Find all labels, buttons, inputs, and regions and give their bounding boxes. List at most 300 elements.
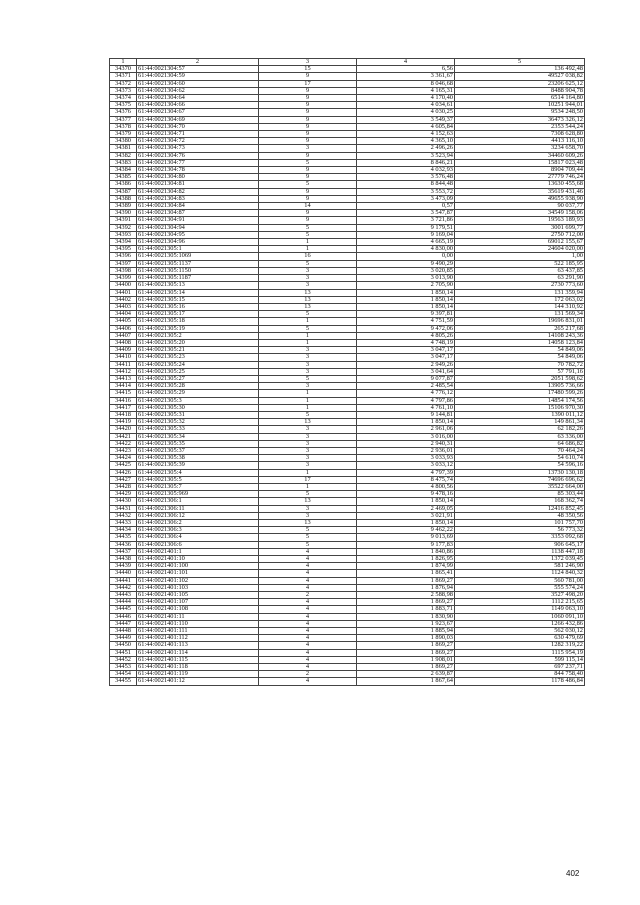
table-cell: 5 <box>259 260 357 267</box>
table-cell: 1372 039,45 <box>455 556 585 563</box>
table-cell: 35619 431,46 <box>455 188 585 195</box>
table-cell: 4 830,00 <box>357 246 455 253</box>
table-cell: 61:44:0021304:62 <box>137 87 259 94</box>
table-row <box>110 592 585 599</box>
table-cell: 34433 <box>110 520 137 527</box>
table-cell: 34404 <box>110 311 137 318</box>
table-cell: 34447 <box>110 620 137 627</box>
table-cell: 61:44:0021305:29 <box>137 390 259 397</box>
table-cell: 4 <box>259 628 357 635</box>
table-cell: 3 <box>259 426 357 433</box>
table-cell: 34393 <box>110 231 137 238</box>
table-cell: 13 <box>259 419 357 426</box>
table-cell: 17480 599,26 <box>455 390 585 397</box>
table-cell: 3 523,94 <box>357 152 455 159</box>
table-cell: 1 869,27 <box>357 577 455 584</box>
table-cell: 4 165,31 <box>357 87 455 94</box>
table-cell: 34396 <box>110 253 137 260</box>
table-cell: 61:44:0021305:7 <box>137 483 259 490</box>
table-cell: 9 144,81 <box>357 411 455 418</box>
table-header-row <box>110 59 585 66</box>
table-cell: 4 605,84 <box>357 123 455 130</box>
table-row <box>110 390 585 397</box>
table-cell: 34399 <box>110 275 137 282</box>
table-row <box>110 678 585 685</box>
table-cell: 101 757,70 <box>455 520 585 527</box>
table-cell: 61:44:0021401:100 <box>137 563 259 570</box>
table-cell: 9 077,87 <box>357 375 455 382</box>
table-cell: 1138 447,18 <box>455 548 585 555</box>
table-cell: 13 <box>259 296 357 303</box>
table-cell: 3 033,93 <box>357 455 455 462</box>
table-cell: 61:44:0021305:34 <box>137 433 259 440</box>
table-row <box>110 548 585 555</box>
table-cell: 2051 598,62 <box>455 375 585 382</box>
table-cell: 34398 <box>110 267 137 274</box>
table-cell: 61:44:0021305:24 <box>137 361 259 368</box>
table-cell: 9 <box>259 102 357 109</box>
table-cell: 34385 <box>110 174 137 181</box>
table-cell: 9 490,29 <box>357 260 455 267</box>
table-cell: 64 686,82 <box>455 440 585 447</box>
table-cell: 13 <box>259 498 357 505</box>
table-cell: 4 797,86 <box>357 397 455 404</box>
page-number: 402 <box>566 869 580 878</box>
table-cell: 61:44:0021401:113 <box>137 642 259 649</box>
table-cell: 1 850,14 <box>357 303 455 310</box>
table-cell: 5 <box>259 541 357 548</box>
table-cell: 54 610,74 <box>455 455 585 462</box>
table-cell: 1 850,14 <box>357 498 455 505</box>
table-cell: 61:44:0021401:114 <box>137 649 259 656</box>
table-cell: 3 721,86 <box>357 217 455 224</box>
table-cell: 61:44:0021304:77 <box>137 159 259 166</box>
column-header: 5 <box>455 59 585 66</box>
table-cell: 2730 773,60 <box>455 282 585 289</box>
table-cell: 9 462,22 <box>357 527 455 534</box>
table-cell: 61:44:0021305:969 <box>137 491 259 498</box>
table-row <box>110 210 585 217</box>
table-row <box>110 671 585 678</box>
table-cell: 6514 164,80 <box>455 95 585 102</box>
table-row <box>110 145 585 152</box>
table-row <box>110 534 585 541</box>
table-cell: 2 639,87 <box>357 671 455 678</box>
table-cell: 61:44:0021304:73 <box>137 145 259 152</box>
table-row <box>110 656 585 663</box>
table-cell: 57 791,16 <box>455 368 585 375</box>
table-cell: 9 397,81 <box>357 311 455 318</box>
table-row <box>110 505 585 512</box>
table-cell: 61:44:0021304:80 <box>137 174 259 181</box>
table-row <box>110 217 585 224</box>
table-cell: 49527 038,82 <box>455 73 585 80</box>
table-row <box>110 563 585 570</box>
table-cell: 61:44:0021305:20 <box>137 339 259 346</box>
table-cell: 61:44:0021305:30 <box>137 404 259 411</box>
table-row <box>110 275 585 282</box>
table-row <box>110 188 585 195</box>
table-cell: 5 <box>259 527 357 534</box>
table-cell: 13 <box>259 520 357 527</box>
table-cell: 34446 <box>110 613 137 620</box>
table-cell: 61:44:0021401:119 <box>137 671 259 678</box>
table-cell: 61:44:0021401:103 <box>137 584 259 591</box>
table-row <box>110 642 585 649</box>
table-cell: 136 492,48 <box>455 66 585 73</box>
table-cell: 3 <box>259 512 357 519</box>
table-cell: 61:44:0021305:1 <box>137 246 259 253</box>
table-cell: 4 170,40 <box>357 95 455 102</box>
table-cell: 34443 <box>110 592 137 599</box>
table-cell: 4 034,61 <box>357 102 455 109</box>
table-cell: 1 <box>259 246 357 253</box>
table-row <box>110 440 585 447</box>
table-cell: 1 <box>259 390 357 397</box>
table-cell: 3 <box>259 267 357 274</box>
table-row <box>110 664 585 671</box>
table-cell: 34381 <box>110 145 137 152</box>
table-cell: 1282 319,22 <box>455 642 585 649</box>
table-cell: 9 <box>259 87 357 94</box>
table-row <box>110 138 585 145</box>
table-cell: 34452 <box>110 656 137 663</box>
table-cell: 34453 <box>110 664 137 671</box>
table-cell: 9 <box>259 138 357 145</box>
table-cell: 61:44:0021401:102 <box>137 577 259 584</box>
table-row <box>110 318 585 325</box>
table-cell: 61:44:0021401:107 <box>137 599 259 606</box>
table-cell: 48 350,56 <box>455 512 585 519</box>
table-row <box>110 152 585 159</box>
table-row <box>110 253 585 260</box>
table-cell: 3 020,85 <box>357 267 455 274</box>
table-cell: 1149 063,10 <box>455 606 585 613</box>
table-cell: 13630 455,68 <box>455 181 585 188</box>
table-cell: 54 849,06 <box>455 354 585 361</box>
table-cell: 63 336,00 <box>455 433 585 440</box>
table-cell: 2353 544,24 <box>455 123 585 130</box>
table-cell: 34392 <box>110 224 137 231</box>
table-cell: 69012 155,67 <box>455 239 585 246</box>
table-cell: 61:44:0021304:96 <box>137 239 259 246</box>
table-row <box>110 339 585 346</box>
table-cell: 13730 130,18 <box>455 469 585 476</box>
table-cell: 2 469,05 <box>357 505 455 512</box>
table-cell: 131 359,94 <box>455 289 585 296</box>
table-cell: 9 <box>259 73 357 80</box>
table-cell: 1 850,14 <box>357 296 455 303</box>
table-cell: 4 <box>259 678 357 685</box>
table-cell: 34438 <box>110 556 137 563</box>
table-cell: 34460 609,26 <box>455 152 585 159</box>
table-cell: 1115 954,19 <box>455 649 585 656</box>
table-cell: 61:44:0021304:66 <box>137 102 259 109</box>
table-cell: 61:44:0021305:21 <box>137 347 259 354</box>
table-cell: 4 <box>259 577 357 584</box>
table-cell: 34423 <box>110 447 137 454</box>
table-cell: 3 047,17 <box>357 354 455 361</box>
table-row <box>110 433 585 440</box>
table-cell: 1 <box>259 397 357 404</box>
table-cell: 9 <box>259 210 357 217</box>
table-cell: 34430 <box>110 498 137 505</box>
table-cell: 9 <box>259 195 357 202</box>
table-cell: 3 <box>259 282 357 289</box>
table-cell: 61:44:0021304:70 <box>137 123 259 130</box>
table-cell: 61:44:0021304:87 <box>137 210 259 217</box>
table-cell: 1112 215,65 <box>455 599 585 606</box>
table-cell: 7308 628,80 <box>455 131 585 138</box>
table-row <box>110 476 585 483</box>
table-cell: 61:44:0021306:3 <box>137 527 259 534</box>
table-cell: 61:44:0021305:23 <box>137 354 259 361</box>
table-cell: 34420 <box>110 426 137 433</box>
table-cell: 1 883,71 <box>357 606 455 613</box>
table-cell: 61:44:0021305:1187 <box>137 275 259 282</box>
table-cell: 4 748,19 <box>357 339 455 346</box>
table-cell: 13 <box>259 289 357 296</box>
table-cell: 3 013,90 <box>357 275 455 282</box>
table-cell: 61:44:0021401:1 <box>137 548 259 555</box>
table-cell: 2 940,31 <box>357 440 455 447</box>
table-cell: 2750 712,00 <box>455 231 585 238</box>
table-cell: 0,57 <box>357 203 455 210</box>
table-row <box>110 368 585 375</box>
table-cell: 5 <box>259 491 357 498</box>
table-cell: 562 030,12 <box>455 628 585 635</box>
table-cell: 3 361,67 <box>357 73 455 80</box>
table-cell: 9 <box>259 109 357 116</box>
table-cell: 34410 <box>110 354 137 361</box>
table-cell: 34444 <box>110 599 137 606</box>
table-cell: 1 <box>259 332 357 339</box>
table-cell: 34371 <box>110 73 137 80</box>
table-cell: 2 <box>259 592 357 599</box>
table-cell: 630 479,69 <box>455 635 585 642</box>
table-cell: 3234 658,70 <box>455 145 585 152</box>
table-cell: 62 182,26 <box>455 426 585 433</box>
table-cell: 61:44:0021305:14 <box>137 289 259 296</box>
table-row <box>110 556 585 563</box>
table-cell: 61:44:0021304:69 <box>137 116 259 123</box>
table-cell: 4 <box>259 664 357 671</box>
table-cell: 34384 <box>110 167 137 174</box>
table-row <box>110 282 585 289</box>
table-cell: 34432 <box>110 512 137 519</box>
table-cell: 3 <box>259 440 357 447</box>
table-cell: 4 <box>259 599 357 606</box>
table-cell: 61:44:0021305:35 <box>137 440 259 447</box>
table-cell: 265 217,68 <box>455 325 585 332</box>
table-cell: 8 046,68 <box>357 80 455 87</box>
table-cell: 1 867,64 <box>357 678 455 685</box>
table-row <box>110 649 585 656</box>
table-row <box>110 635 585 642</box>
table-cell: 5 <box>259 224 357 231</box>
table-cell: 9534 248,50 <box>455 109 585 116</box>
table-cell: 85 303,44 <box>455 491 585 498</box>
table-cell: 4 <box>259 649 357 656</box>
table-cell: 61:44:0021401:12 <box>137 678 259 685</box>
table-cell: 1 826,95 <box>357 556 455 563</box>
table-cell: 36473 326,12 <box>455 116 585 123</box>
table-row <box>110 577 585 584</box>
table-cell: 8 846,21 <box>357 159 455 166</box>
table-cell: 8 475,74 <box>357 476 455 483</box>
table-row <box>110 512 585 519</box>
table-cell: 34405 <box>110 318 137 325</box>
table-cell: 34408 <box>110 339 137 346</box>
table-cell: 3 <box>259 455 357 462</box>
table-cell: 61:44:0021305:38 <box>137 455 259 462</box>
table-cell: 3 041,64 <box>357 368 455 375</box>
table-cell: 34402 <box>110 296 137 303</box>
table-cell: 34377 <box>110 116 137 123</box>
table-cell: 9 <box>259 152 357 159</box>
table-cell: 49655 938,90 <box>455 195 585 202</box>
table-cell: 70 782,72 <box>455 361 585 368</box>
table-cell: 9 179,51 <box>357 224 455 231</box>
table-cell: 4 <box>259 656 357 663</box>
table-row <box>110 426 585 433</box>
table-cell: 34373 <box>110 87 137 94</box>
table-cell: 14 <box>259 203 357 210</box>
table-cell: 9 013,69 <box>357 534 455 541</box>
table-row <box>110 102 585 109</box>
table-row <box>110 325 585 332</box>
table-cell: 906 645,17 <box>455 541 585 548</box>
table-row <box>110 66 585 73</box>
table-cell: 61:44:0021304:84 <box>137 203 259 210</box>
table-cell: 61:44:0021401:115 <box>137 656 259 663</box>
table-cell: 5 <box>259 231 357 238</box>
table-row <box>110 203 585 210</box>
table-row <box>110 296 585 303</box>
table-cell: 34370 <box>110 66 137 73</box>
table-cell: 4 <box>259 548 357 555</box>
table-cell: 3001 699,77 <box>455 224 585 231</box>
table-cell: 34417 <box>110 404 137 411</box>
table-cell: 34435 <box>110 534 137 541</box>
table-cell: 63 437,85 <box>455 267 585 274</box>
table-cell: 1 <box>259 339 357 346</box>
table-cell: 34425 <box>110 462 137 469</box>
table-row <box>110 167 585 174</box>
table-cell: 61:44:0021305:1137 <box>137 260 259 267</box>
table-cell: 9 <box>259 174 357 181</box>
table-row <box>110 570 585 577</box>
table-cell: 4 365,10 <box>357 138 455 145</box>
table-cell: 61:44:0021304:94 <box>137 224 259 231</box>
table-row <box>110 599 585 606</box>
table-cell: 34445 <box>110 606 137 613</box>
table-cell: 34414 <box>110 383 137 390</box>
table-cell: 34427 <box>110 476 137 483</box>
table-cell: 61:44:0021305:1150 <box>137 267 259 274</box>
table-cell: 10251 944,01 <box>455 102 585 109</box>
table-cell: 61:44:0021401:111 <box>137 628 259 635</box>
table-cell: 1 890,03 <box>357 635 455 642</box>
table-cell: 34436 <box>110 541 137 548</box>
table-cell: 3527 498,20 <box>455 592 585 599</box>
table-cell: 61:44:0021401:118 <box>137 664 259 671</box>
table-cell: 61:44:0021305:13 <box>137 282 259 289</box>
table-cell: 1,00 <box>455 253 585 260</box>
table-cell: 522 185,95 <box>455 260 585 267</box>
table-cell: 56 773,32 <box>455 527 585 534</box>
table-cell: 697 237,71 <box>455 664 585 671</box>
table-cell: 9 <box>259 116 357 123</box>
table-cell: 4 800,56 <box>357 483 455 490</box>
table-cell: 1 <box>259 483 357 490</box>
table-cell: 14058 123,84 <box>455 339 585 346</box>
table-cell: 63 291,90 <box>455 275 585 282</box>
table-cell: 54 596,16 <box>455 462 585 469</box>
table-cell: 34449 <box>110 635 137 642</box>
table-row <box>110 181 585 188</box>
table-cell: 34372 <box>110 80 137 87</box>
table-cell: 61:44:0021304:81 <box>137 181 259 188</box>
table-cell: 3 <box>259 347 357 354</box>
table-cell: 34390 <box>110 210 137 217</box>
table-row <box>110 520 585 527</box>
column-header: 1 <box>110 59 137 66</box>
table-cell: 61:44:0021401:105 <box>137 592 259 599</box>
table-row <box>110 231 585 238</box>
table-cell: 5 <box>259 534 357 541</box>
table-cell: 34391 <box>110 217 137 224</box>
table-cell: 61:44:0021305:18 <box>137 318 259 325</box>
table-row <box>110 469 585 476</box>
table-cell: 15 <box>259 66 357 73</box>
table-cell: 4 152,63 <box>357 131 455 138</box>
table-cell: 5 <box>259 181 357 188</box>
table-cell: 34424 <box>110 455 137 462</box>
column-header: 4 <box>357 59 455 66</box>
table-cell: 4 <box>259 613 357 620</box>
table-cell: 34388 <box>110 195 137 202</box>
table-cell: 34428 <box>110 483 137 490</box>
table-cell: 23206 625,12 <box>455 80 585 87</box>
table-cell: 34454 <box>110 671 137 678</box>
table-cell: 16 <box>259 253 357 260</box>
table-row <box>110 620 585 627</box>
table-cell: 5 <box>259 325 357 332</box>
table-cell: 61:44:0021306:12 <box>137 512 259 519</box>
table-row <box>110 455 585 462</box>
table-cell: 9 472,06 <box>357 325 455 332</box>
table-cell: 9 478,16 <box>357 491 455 498</box>
table-cell: 9 <box>259 167 357 174</box>
table-cell: 5 <box>259 375 357 382</box>
table-cell: 144 310,92 <box>455 303 585 310</box>
table-cell: 149 861,34 <box>455 419 585 426</box>
table-cell: 61:44:0021305:19 <box>137 325 259 332</box>
table-cell: 61:44:0021305:4 <box>137 469 259 476</box>
table-cell: 3 <box>259 145 357 152</box>
table-cell: 599 115,14 <box>455 656 585 663</box>
table-cell: 34416 <box>110 397 137 404</box>
table-row <box>110 404 585 411</box>
table-cell: 61:44:0021304:91 <box>137 217 259 224</box>
table-cell: 61:44:0021305:32 <box>137 419 259 426</box>
table-cell: 61:44:0021306:11 <box>137 505 259 512</box>
table-cell: 61:44:0021305:15 <box>137 296 259 303</box>
table-cell: 3 553,72 <box>357 188 455 195</box>
table-cell: 34395 <box>110 246 137 253</box>
table-cell: 61:44:0021401:11 <box>137 613 259 620</box>
